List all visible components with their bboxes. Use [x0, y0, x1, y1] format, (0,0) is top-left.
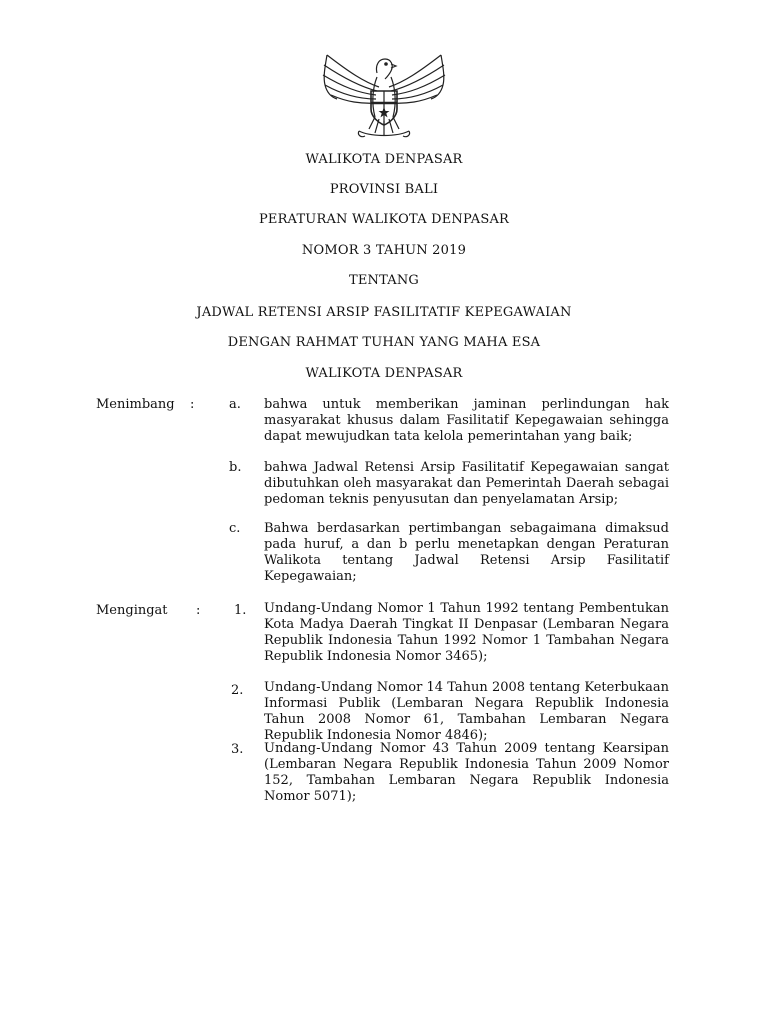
- garuda-emblem-icon: [319, 47, 449, 139]
- mengingat-item-text: Undang-Undang Nomor 14 Tahun 2008 tentang Keterbukaan Informasi Publik (Lembaran Negara Republik Indonesia Tahun 2008 Nomor 61, Tambahan Lembaran Negara Republik Indonesia Nomor 4846);: [264, 680, 669, 743]
- issuer-title-repeat: WALIKOTA DENPASAR: [305, 366, 463, 381]
- mengingat-item-text: Undang-Undang Nomor 1 Tahun 1992 tentang Pembentukan Kota Madya Daerah Tingkat II Denpasar (Lembaran Negara Republik Indonesia Tahun 1992 Nomor 1 Tambahan Negara Republik Indonesia Nomor 3465);: [264, 601, 669, 664]
- mengingat-label: Mengingat: [96, 603, 168, 618]
- mengingat-item-marker: 2.: [231, 683, 244, 698]
- menimbang-item-marker: b.: [229, 460, 242, 475]
- regulation-number: NOMOR 3 TAHUN 2019: [301, 243, 467, 258]
- issuer-title: WALIKOTA DENPASAR: [305, 152, 463, 167]
- mengingat-item-text: Undang-Undang Nomor 43 Tahun 2009 tentang Kearsipan (Lembaran Negara Republik Indonesia Tahun 2009 Nomor 152, Tambahan Lembaran Negara Republik Indonesia Nomor 5071);: [264, 741, 669, 804]
- regulation-about-label: TENTANG: [348, 273, 420, 288]
- preamble-invocation: DENGAN RAHMAT TUHAN YANG MAHA ESA: [227, 335, 541, 350]
- province-title: PROVINSI BALI: [329, 182, 439, 197]
- regulation-type: PERATURAN WALIKOTA DENPASAR: [258, 212, 510, 227]
- mengingat-item-marker: 3.: [231, 742, 244, 757]
- menimbang-item-marker: c.: [229, 521, 241, 536]
- mengingat-colon: :: [196, 603, 201, 618]
- menimbang-item-text: Bahwa berdasarkan pertimbangan sebagaimana dimaksud pada huruf, a dan b perlu menetapkan dengan Peraturan Walikota tentang Jadwal Retensi Arsip Fasilitatif Kepegawaian;: [264, 521, 669, 584]
- menimbang-label: Menimbang: [96, 397, 175, 412]
- mengingat-item-marker: 1.: [234, 603, 247, 618]
- regulation-subject: JADWAL RETENSI ARSIP FASILITATIF KEPEGAWAIAN: [196, 305, 572, 320]
- menimbang-item-text: bahwa Jadwal Retensi Arsip Fasilitatif Kepegawaian sangat dibutuhkan oleh masyarakat dan Pemerintah Daerah sebagai pedoman teknis penyusutan dan penyelamatan Arsip;: [264, 460, 669, 507]
- menimbang-item-text: bahwa untuk memberikan jaminan perlindungan hak masyarakat khusus dalam Fasilitatif Kepegawaian sehingga dapat mewujudkan tata kelola pemerintahan yang baik;: [264, 397, 669, 444]
- menimbang-item-marker: a.: [229, 397, 241, 412]
- menimbang-colon: :: [190, 397, 195, 412]
